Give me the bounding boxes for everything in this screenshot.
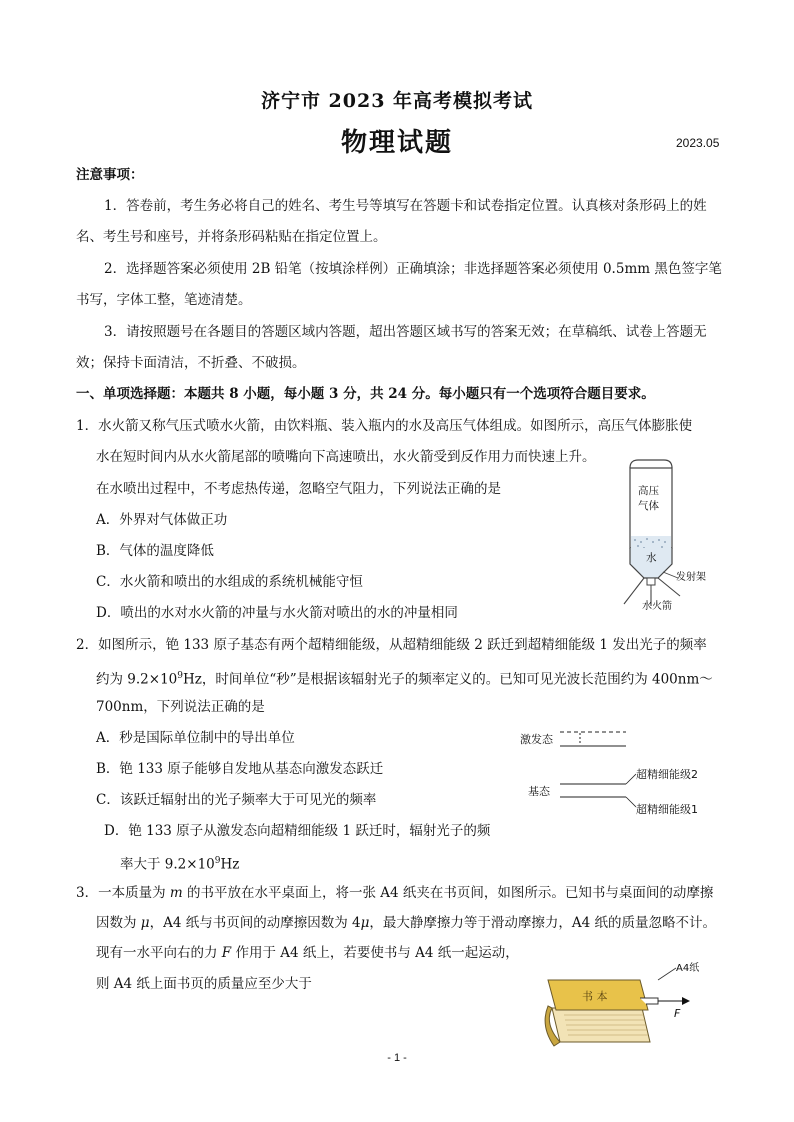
q1-option-d: D．喷出的水对水火箭的冲量与水火箭对喷出的水的冲量相同	[96, 605, 458, 621]
stand-label: 发射架	[676, 572, 706, 583]
notice-item-1-line-1: 1．答卷前，考生务必将自己的姓名、考生号等填写在答题卡和试卷指定位置。认真核对条形码上的姓	[104, 198, 707, 214]
q3-stem-line-3: 现有一水平向右的力 F 作用于 A4 纸上，若要使书与 A4 纸一起运动，	[96, 945, 519, 961]
exam-title: 济宁市 2023 年高考模拟考试	[260, 90, 534, 112]
gas-label-1: 高压	[638, 485, 659, 497]
q1-option-c: C．水火箭和喷出的水组成的系统机械能守恒	[96, 574, 363, 590]
force-label: F	[674, 1007, 681, 1020]
q3-stem-line-4: 则 A4 纸上面书页的质量应至少大于	[96, 976, 312, 992]
book-label: 书 本	[582, 990, 608, 1003]
ground-state-label: 基态	[528, 785, 550, 798]
book-figure	[540, 960, 720, 1050]
hyperfine-level-1-label: 超精细能级1	[636, 803, 698, 816]
q1-stem-line-1: 1．水火箭又称气压式喷水火箭，由饮料瓶、装入瓶内的水及高压气体组成。如图所示，高压气体膨胀使	[76, 418, 693, 434]
q2-stem-line-3: 700nm，下列说法正确的是	[96, 699, 265, 715]
q2-option-c: C．该跃迁辐射出的光子频率大于可见光的频率	[96, 792, 377, 808]
section-1-heading: 一、单项选择题：本题共 8 小题，每小题 3 分，共 24 分。每小题只有一个选项符合题目要求。	[76, 386, 655, 402]
q2-option-d: D．铯 133 原子从激发态向超精细能级 1 跃迁时，辐射光子的频	[104, 823, 491, 839]
q1-stem-line-2: 水在短时间内从水火箭尾部的喷嘴向下高速喷出，水火箭受到反作用力而快速上升。	[96, 449, 596, 465]
water-rocket-figure	[608, 456, 720, 616]
q2-option-a: A．秒是国际单位制中的导出单位	[96, 730, 295, 746]
q2-stem-line-1: 2．如图所示，铯 133 原子基态有两个超精细能级，从超精细能级 2 跃迁到超精细能级 1 发出光子的频率	[76, 637, 707, 653]
notice-item-2-line-2: 书写，字体工整，笔迹清楚。	[76, 292, 252, 308]
q3-stem-line-1: 3．一本质量为 m 的书平放在水平桌面上，将一张 A4 纸夹在书页间，如图所示。已知书与桌面间的动摩擦	[76, 885, 714, 901]
a4-paper-label: A4纸	[676, 963, 700, 974]
notice-item-2-line-1: 2．选择题答案必须使用 2B 铅笔（按填涂样例）正确填涂；非选择题答案必须使用 0.5mm 黑色签字笔	[104, 261, 722, 277]
notice-item-3-line-1: 3．请按照题号在各题目的答题区域内答题，超出答题区域书写的答案无效；在草稿纸、试卷上答题无	[104, 324, 707, 340]
page-number: - 1 -	[387, 1052, 407, 1064]
excited-state-label: 激发态	[520, 733, 553, 746]
q3-stem-line-2: 因数为 μ，A4 纸与书页间的动摩擦因数为 4μ，最大静摩擦力等于滑动摩擦力，A4 纸的质量忽略不计。	[96, 915, 717, 931]
notice-item-1-line-2: 名、考生号和座号，并将条形码粘贴在指定位置上。	[76, 229, 387, 245]
notice-heading: 注意事项：	[76, 167, 144, 183]
notice-item-3-line-2: 效；保持卡面清洁，不折叠、不破损。	[76, 355, 306, 371]
subject-title: 物理试题	[340, 128, 453, 158]
exam-date: 2023.05	[676, 136, 720, 150]
rocket-label: 水火箭	[642, 601, 672, 612]
q1-stem-line-3: 在水喷出过程中，不考虑热传递，忽略空气阻力，下列说法正确的是	[96, 481, 501, 497]
gas-label-2: 气体	[638, 500, 659, 512]
energy-level-figure	[518, 722, 718, 820]
water-label: 水	[646, 552, 657, 564]
q1-option-b: B．气体的温度降低	[96, 543, 214, 559]
hyperfine-level-2-label: 超精细能级2	[636, 768, 698, 781]
q2-option-b: B．铯 133 原子能够自发地从基态向激发态跃迁	[96, 761, 384, 777]
q2-option-d-cont: 率大于 $9.2\times 10^9Hz$	[120, 856, 240, 873]
q2-stem-line-2: 约为 $9.2\times 10^9Hz$，时间单位“秒”是根据该辐射光子的频率定义的。已知可见光波长范围约为 400nm～	[96, 671, 713, 688]
q1-option-a: A．外界对气体做正功	[96, 512, 228, 528]
